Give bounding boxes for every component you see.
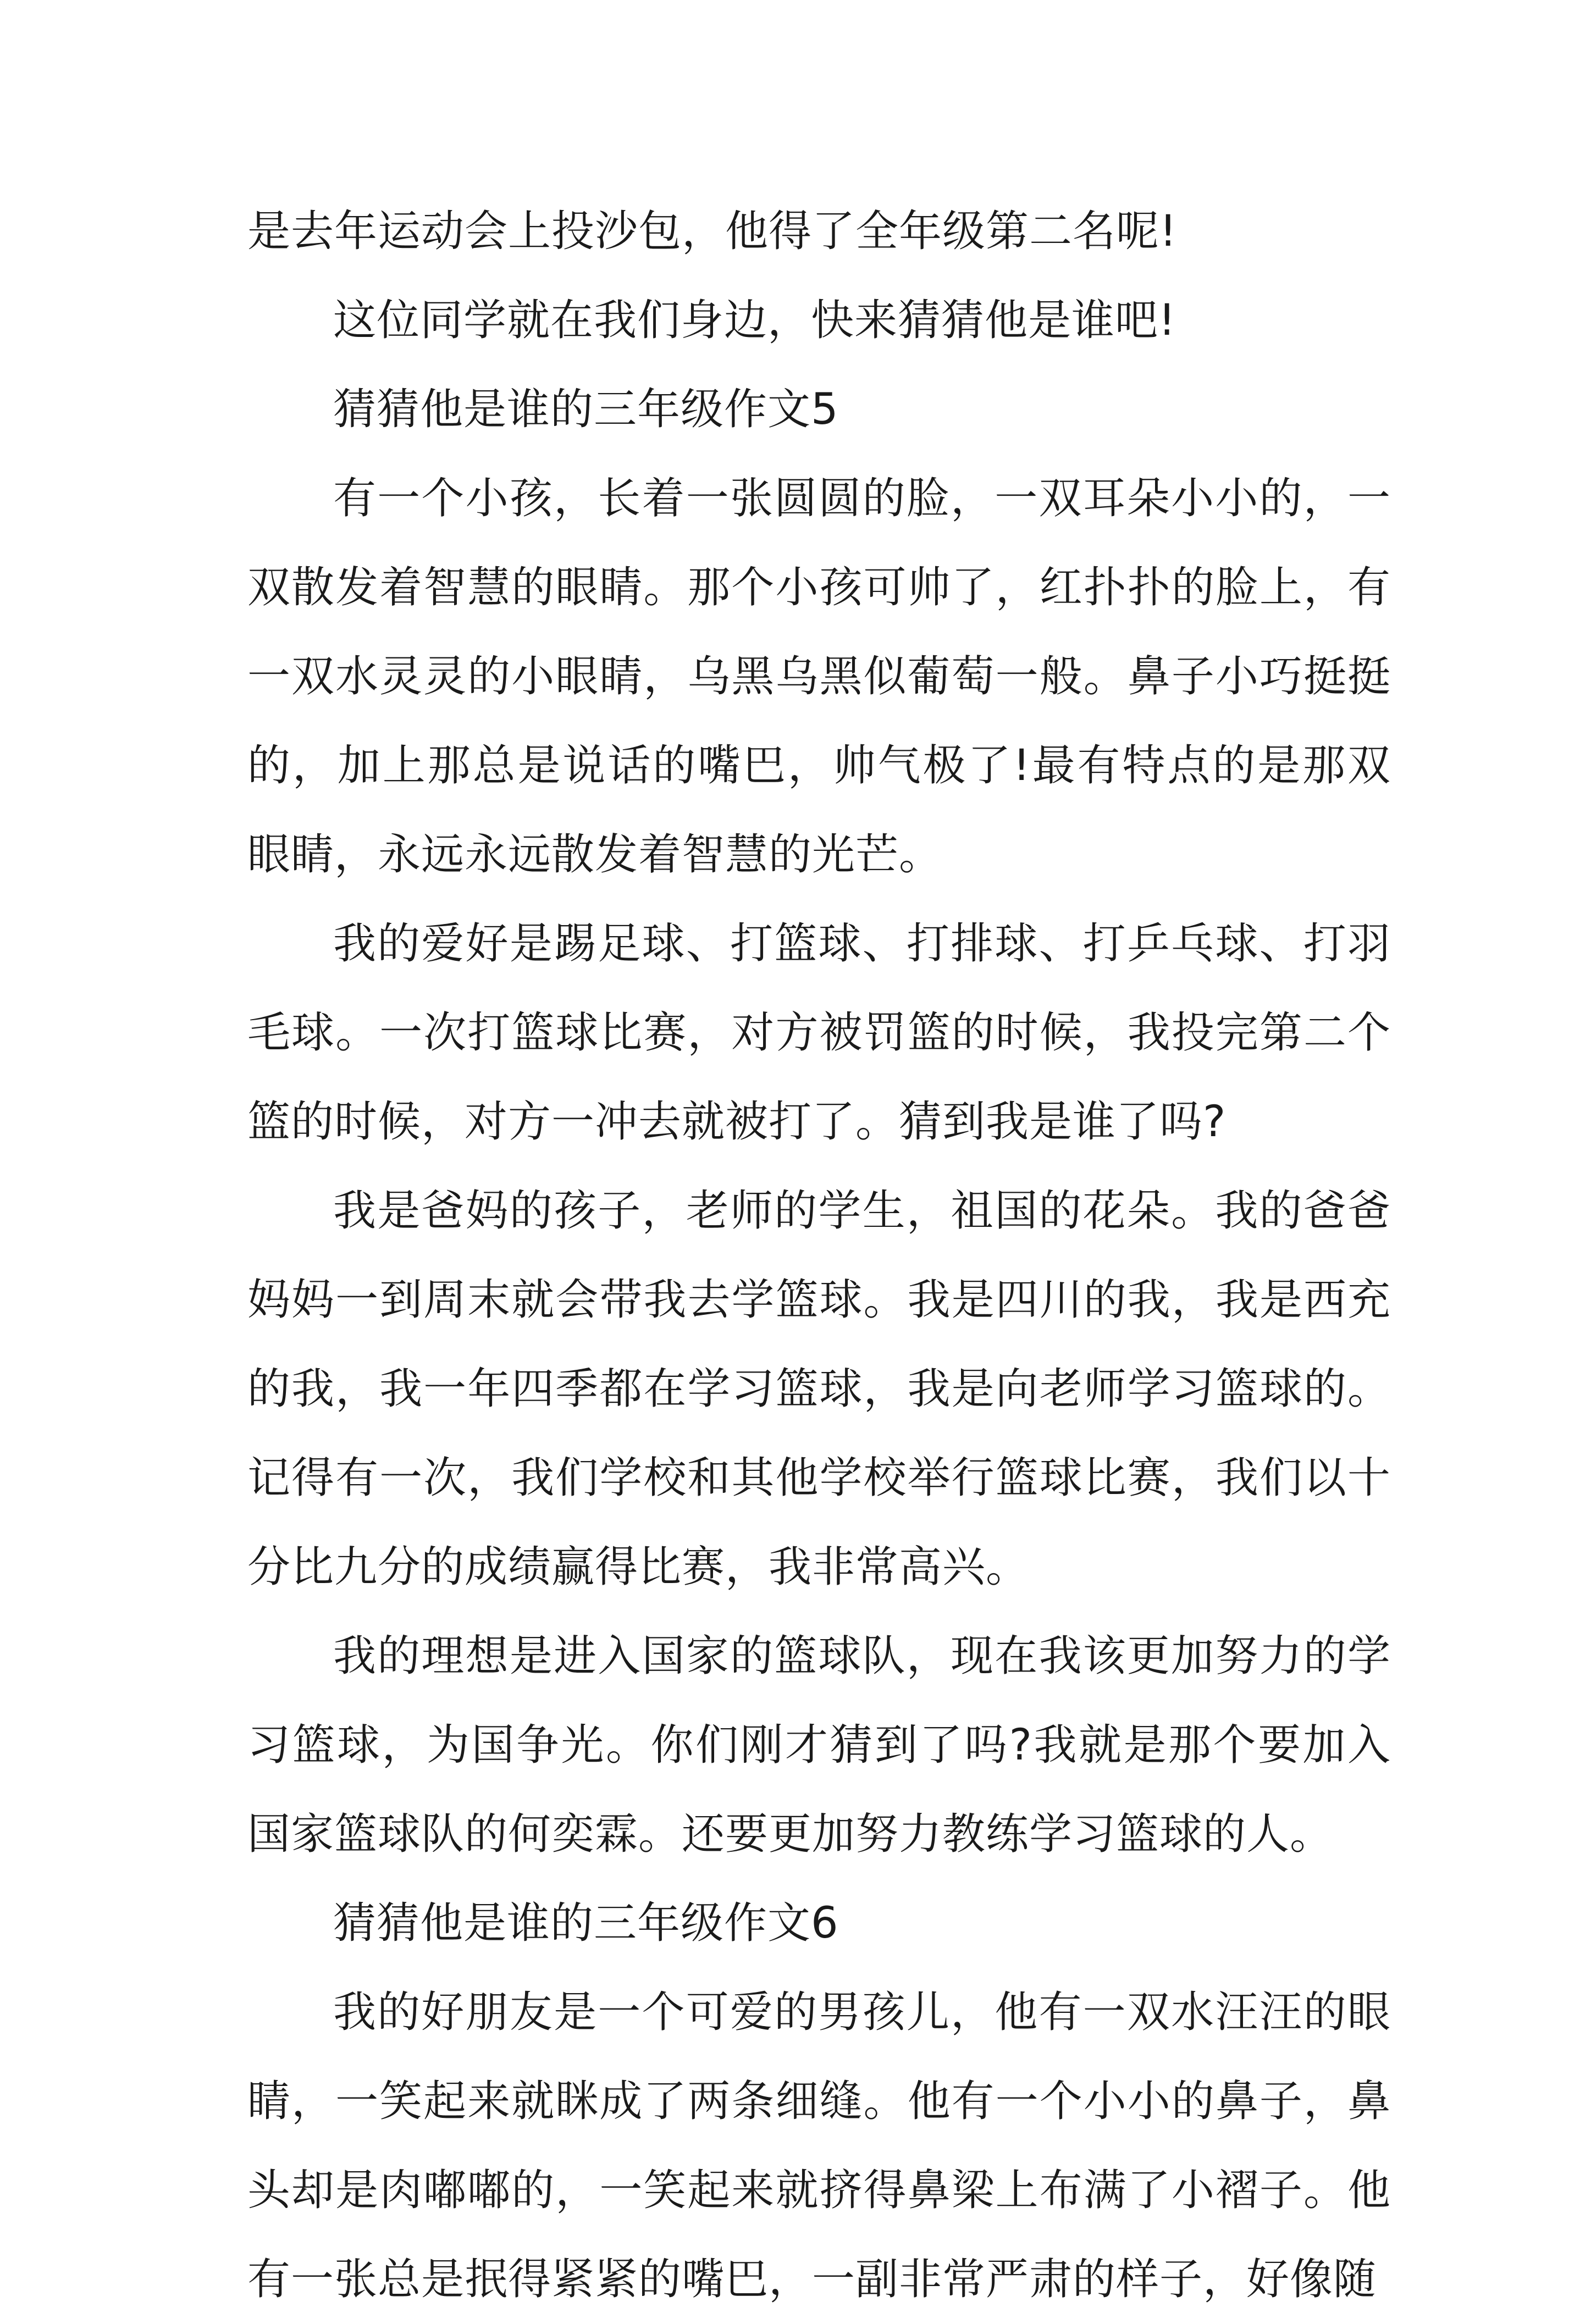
paragraph: 我的理想是进入国家的篮球队，现在我该更加努力的学习篮球，为国争光。你们刚才猜到了吗?我就是那个要加入国家篮球队的何奕霖。还要更加努力教练学习篮球的人。 xyxy=(247,1631,1391,1859)
paragraph: 这位同学就在我们身边，快来猜猜他是谁吧! xyxy=(333,296,1176,345)
paragraph: 我的爱好是踢足球、打篮球、打排球、打乒乓球、打羽毛球。一次打篮球比赛，对方被罚篮的时候，我投完第二个篮的时候，对方一冲去就被打了。猜到我是谁了吗? xyxy=(247,919,1391,1147)
paragraph: 有一个小孩，长着一张圆圆的脸，一双耳朵小小的，一双散发着智慧的眼睛。那个小孩可帅了，红扑扑的脸上，有一双水灵灵的小眼睛，乌黑乌黑似葡萄一般。鼻子小巧挺挺的，加上那总是说话的嘴巴，帅气极了!最有特点的是那双眼睛，永远永远散发着智慧的光芒。 xyxy=(247,474,1391,879)
section-heading: 猜猜他是谁的三年级作文5 xyxy=(333,385,839,434)
document-body xyxy=(247,187,1391,2324)
paragraph: 我是爸妈的孩子，老师的学生，祖国的花朵。我的爸爸妈妈一到周末就会带我去学篮球。我是四川的我，我是西充的我，我一年四季都在学习篮球，我是向老师学习篮球的。记得有一次，我们学校和其他学校举行篮球比赛，我们以十分比九分的成绩赢得比赛，我非常高兴。 xyxy=(247,1186,1391,1592)
section-heading: 猜猜他是谁的三年级作文6 xyxy=(333,1899,839,1948)
paragraph: 是去年运动会上投沙包，他得了全年级第二名呢! xyxy=(247,207,1178,256)
paragraph: 我的好朋友是一个可爱的男孩儿，他有一双水汪汪的眼睛，一笑起来就眯成了两条细缝。他有一个小小的鼻子，鼻头却是肉嘟嘟的，一笑起来就挤得鼻梁上布满了小褶子。他有一张总是抿得紧紧的嘴巴，一副非常严肃的样子，好像随 xyxy=(247,1988,1391,2304)
